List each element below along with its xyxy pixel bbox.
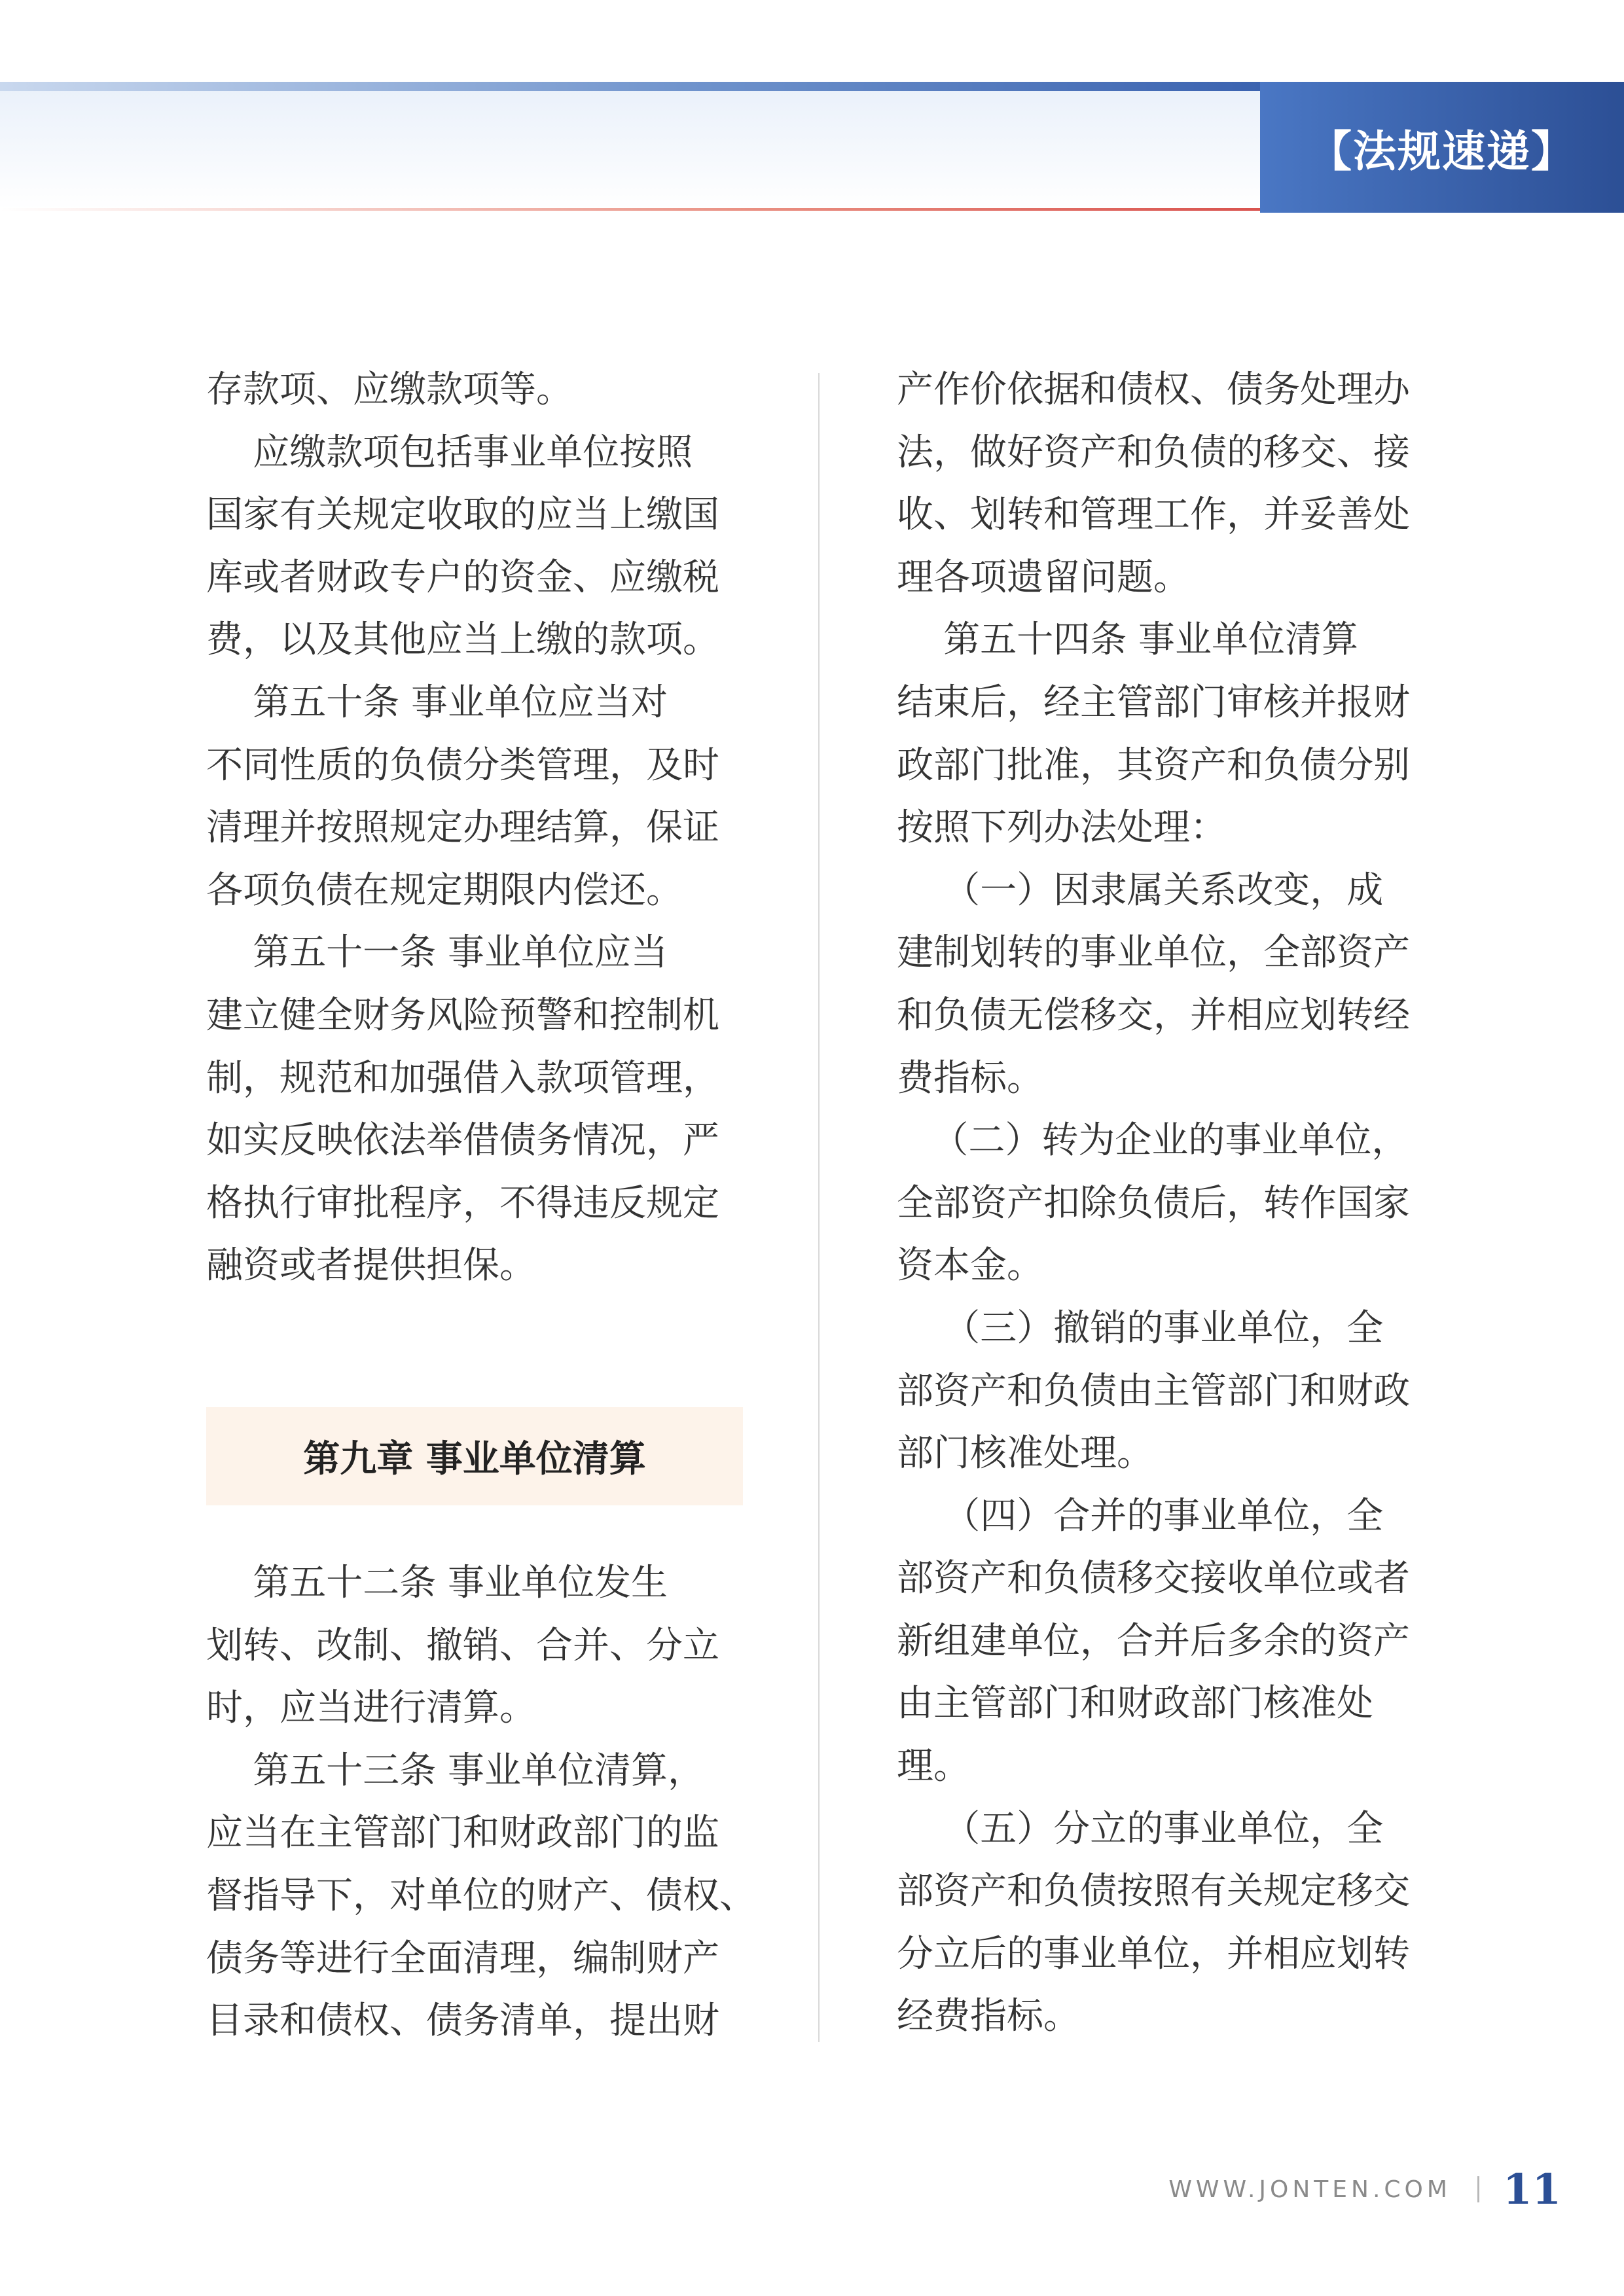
text-line: 第五十一条 事业单位应当 [206,931,668,975]
text-line: 理。 [897,1745,970,1788]
text-line: 部门核准处理。 [897,1432,1153,1475]
text-line: 如实反映依法举借债务情况，严 [206,1119,719,1162]
header-red-rule [0,208,1260,211]
text-line: 费，以及其他应当上缴的款项。 [206,619,719,662]
text-line: （一）因隶属关系改变，成 [897,869,1384,912]
text-line: 融资或者提供担保。 [206,1244,536,1287]
text-line: 第五十条 事业单位应当对 [206,681,668,724]
text-line: （二）转为企业的事业单位， [897,1119,1409,1162]
text-line: 时，应当进行清算。 [206,1687,536,1730]
text-line: 第五十二条 事业单位发生 [206,1562,668,1604]
header-banner [0,82,1260,209]
text-line: 债务等进行全面清理，编制财产 [206,1937,719,1980]
text-line: 建立健全财务风险预警和控制机 [206,994,719,1037]
text-line: 应当在主管部门和财政部门的监 [206,1812,719,1855]
text-line: 全部资产扣除负债后，转作国家 [897,1181,1410,1225]
left-column-top [206,359,743,1297]
text-line: 目录和债权、债务清单，提出财 [206,2000,719,2043]
text-line: 格执行审批程序，不得违反规定 [206,1181,719,1225]
text-line: 不同性质的负债分类管理，及时 [206,744,719,787]
text-line: 按照下列办法处理： [897,806,1227,850]
text-line: 经费指标。 [897,1995,1080,2038]
header-blue-line [0,82,1260,91]
left-column-bottom [206,1552,756,2053]
right-column [897,359,1434,2048]
text-line: 由主管部门和财政部门核准处 [897,1682,1373,1725]
text-line: 存款项、应缴款项等。 [206,368,573,411]
text-line: 产作价依据和债权、债务处理办 [897,368,1410,411]
text-line: 国家有关规定收取的应当上缴国 [206,493,719,537]
text-line: 理各项遗留问题。 [897,556,1190,599]
text-line: （四）合并的事业单位，全 [897,1494,1384,1537]
column-divider [818,373,820,2042]
text-line: 部资产和负债移交接收单位或者 [897,1557,1410,1600]
text-line: 部资产和负债按照有关规定移交 [897,1870,1410,1913]
text-line: 清理并按照规定办理结算，保证 [206,806,719,850]
text-line: 政部门批准，其资产和负债分别 [897,744,1410,787]
text-line: 应缴款项包括事业单位按照 [206,431,693,474]
text-line: 第五十三条 事业单位清算， [206,1749,705,1792]
text-line: 法，做好资产和负债的移交、接 [897,431,1410,474]
text-line: （三）撤销的事业单位，全 [897,1306,1384,1350]
text-line: 结束后，经主管部门审核并报财 [897,681,1410,724]
text-line: 收、划转和管理工作，并妥善处 [897,493,1410,537]
page-number: 11 [1502,2164,1561,2214]
text-line: （五）分立的事业单位，全 [897,1807,1384,1850]
text-line: 划转、改制、撤销、合并、分立 [206,1624,719,1667]
footer-website: WWW.JONTEN.COM [1168,2176,1451,2203]
text-line: 第五十四条 事业单位清算 [897,619,1359,662]
text-line: 各项负债在规定期限内偿还。 [206,869,683,912]
text-line: 督指导下，对单位的财产、债权、 [206,1874,756,1917]
text-line: 和负债无偿移交，并相应划转经 [897,994,1410,1037]
text-line: 部资产和负债由主管部门和财政 [897,1369,1410,1412]
page-footer [0,2160,1561,2219]
text-line: 库或者财政专户的资金、应缴税 [206,556,719,599]
text-line: 建制划转的事业单位，全部资产 [897,931,1410,975]
chapter-heading: 第九章 事业单位清算 [206,1407,743,1505]
text-line: 费指标。 [897,1056,1043,1100]
text-line: 新组建单位，合并后多余的资产 [897,1619,1410,1662]
text-line: 制，规范和加强借入款项管理， [206,1056,719,1100]
text-line: 资本金。 [897,1244,1043,1287]
section-badge: 【法规速递】 [1260,82,1624,213]
footer-separator [1477,2176,1479,2202]
text-line: 分立后的事业单位，并相应划转 [897,1932,1410,1975]
